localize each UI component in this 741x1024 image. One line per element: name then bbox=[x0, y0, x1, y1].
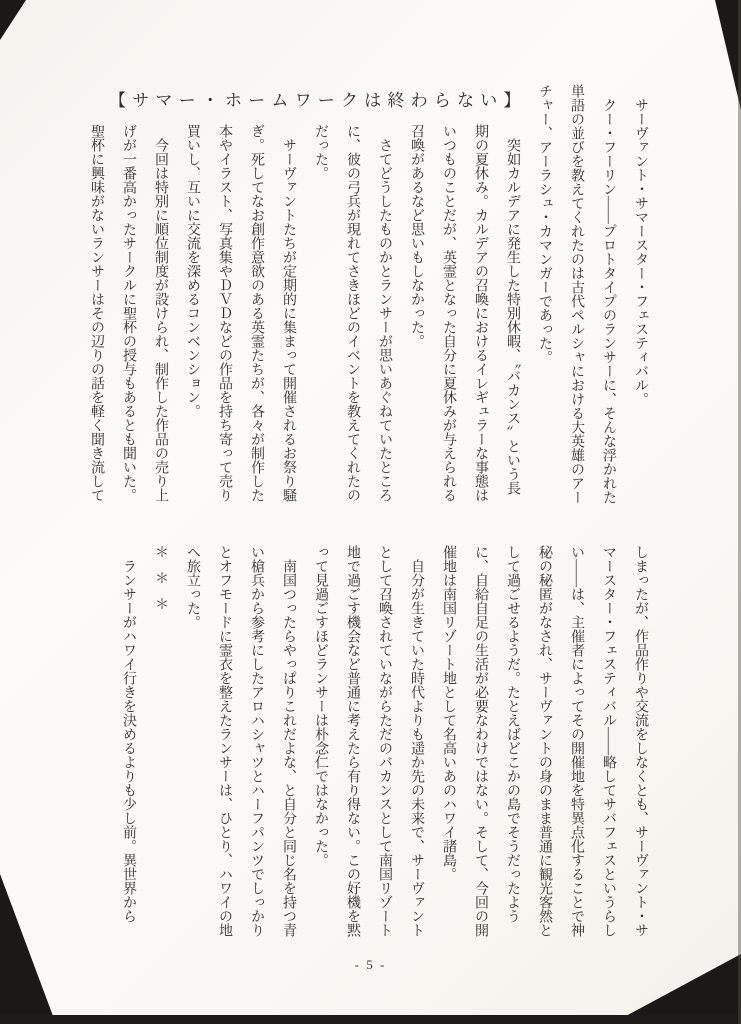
body-paragraph: 自分が生きていた時代よりも遥か先の未来で、サーヴァントとして召喚されていながらただのバカンスとして南国リゾート地で過ごす機会など普通に考えたら有り得ない。この好機を黙って見過ごすほどランサーは朴念仁ではなかった。 bbox=[313, 545, 424, 937]
body-paragraph: サーヴァント・サマースター・フェスティバル。 bbox=[633, 84, 648, 406]
photo-corner-artifact-top-left bbox=[0, 0, 26, 40]
top-band-opening bbox=[528, 84, 656, 504]
body-paragraph: 突如カルデアに発生した特別休暇、〝バカンス〟という長期の夏休み。カルデアの召喚におけるイレギュラーな事態はいつものことだが、英霊となった自分に夏休みが与えられる召喚があるなど思いもしなかった。 bbox=[409, 124, 520, 502]
section-separator: ＊＊＊ bbox=[153, 545, 168, 623]
photo-edge-artifact-bottom bbox=[0, 1015, 741, 1024]
body-paragraph: ランサーがハワイ行きを決めるよりも少し前。異世界から bbox=[121, 545, 136, 923]
body-paragraph: さてどうしたものかとランサーが思いあぐねていたところに、彼の弓兵が現れてさきほどのイベントを教えてくれたのだった。 bbox=[313, 124, 392, 502]
body-paragraph: サーヴァントたちが定期的に集まって開催されるお祭り騒ぎ。死してなお創作意欲のある英霊たちが、各々が制作した本やイラスト、写真集やＤＶＤなどの作品を持ち寄って売り買いし、互いに交流を深めるコンベンション。 bbox=[185, 124, 296, 502]
bottom-band bbox=[80, 545, 656, 949]
body-paragraph: 南国つったらやっぱりこれだよな、と自分と同じ名を持つ青い槍兵から参考にしたアロハシャツとハーフパンツでしっかりとオフモードに霊衣を整えたランサーは、ひとり、ハワイの地へ旅立った。 bbox=[185, 545, 296, 937]
top-band-continuation bbox=[80, 124, 528, 506]
page-title: 【サマー・ホームワークは終わらない】 bbox=[109, 91, 527, 110]
body-paragraph: 今回は特別に順位制度が設けられ、制作した作品の売り上げが一番高かったサークルに聖杯の授与もあるとも聞いた。聖杯に興味がないランサーはその辺りの話を軽く聞き流して bbox=[89, 124, 168, 502]
body-paragraph: クー・フーリン――プロトタイプのランサーに、そんな浮かれた単語の並びを教えてくれたのは古代ペルシャにおける大英雄のアーチャー、アーラシュ・カマンガーであった。 bbox=[537, 84, 616, 504]
body-paragraph: しまったが、作品作りや交流をしなくとも、サーヴァント・サマースター・フェスティバル――略してサバフェスというらしい――は、主催者によってその開催地を特異点化することで神秘の秘匿がなされ、サーヴァントの身のまま普通に観光客然として過ごせるようだ。たとえばどこかの島でそうだったように、自給自足の生活が必要なわけではない。そして、今回の開催地は南国リゾート地として名高いあのハワイ諸島。 bbox=[441, 545, 648, 937]
photo-corner-artifact-bottom-left bbox=[0, 874, 56, 1024]
page-number: - 5 - bbox=[354, 957, 387, 972]
